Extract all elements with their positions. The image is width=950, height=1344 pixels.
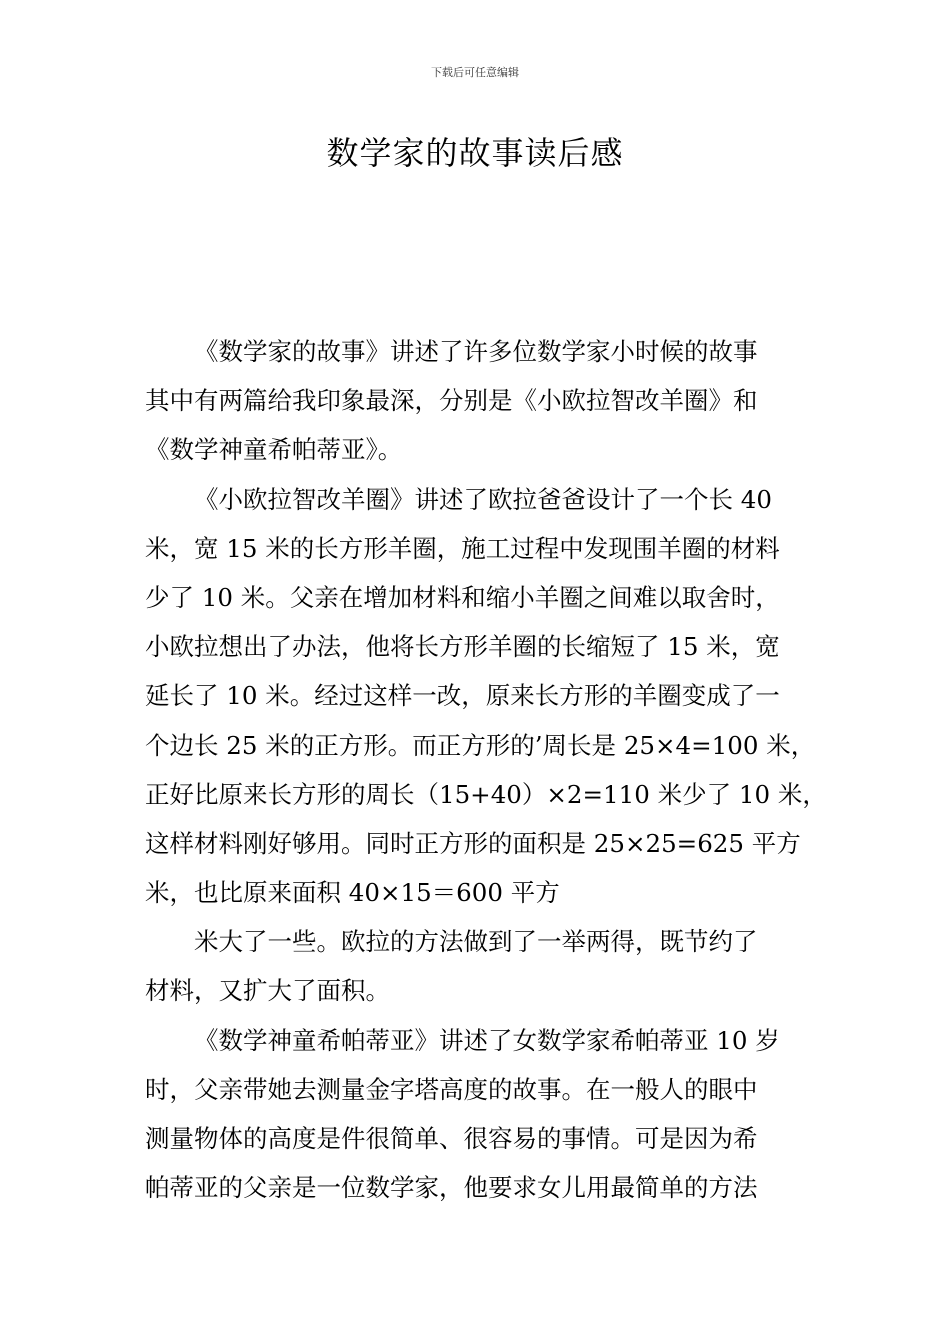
text-line: 少了 10 米。父亲在增加材料和缩小羊圈之间难以取舍时， (145, 582, 780, 612)
text-line: 个边长 25 米的正方形。而正方形的’周长是 25×4=100 米， (145, 730, 816, 760)
text-line: 米大了一些。欧拉的方法做到了一举两得，既节约了 (194, 927, 758, 957)
text-line: 时，父亲带她去测量金字塔高度的故事。在一般人的眼中 (145, 1074, 758, 1104)
text-line: 《小欧拉智改羊圈》讲述了欧拉爸爸设计了一个长 40 (194, 484, 772, 514)
text-line: 延长了 10 米。经过这样一改，原来长方形的羊圈变成了一 (145, 681, 780, 711)
text-line: 其中有两篇给我印象最深，分别是《小欧拉智改羊圈》和 (145, 386, 758, 416)
download-note: 下载后可任意编辑 (431, 66, 519, 79)
text-line: 米，宽 15 米的长方形羊圈，施工过程中发现围羊圈的材料 (145, 533, 780, 563)
text-line: 《数学神童希帕蒂亚》讲述了女数学家希帕蒂亚 10 岁 (194, 1025, 780, 1055)
document-title: 数学家的故事读后感 (326, 134, 624, 172)
text-line: 这样材料刚好够用。同时正方形的面积是 25×25=625 平方 (145, 828, 801, 858)
text-line: 米，也比原来面积 40×15＝600 平方 (145, 878, 560, 908)
document-body (145, 327, 835, 1212)
text-line: 正好比原来长方形的周长（15+40）×2=110 米少了 10 米， (145, 779, 827, 809)
text-line: 材料，又扩大了面积。 (145, 976, 390, 1006)
text-line: 小欧拉想出了办法，他将长方形羊圈的长缩短了 15 米，宽 (145, 632, 780, 662)
text-line: 《数学家的故事》讲述了许多位数学家小时候的故事 (194, 337, 758, 366)
text-line: 测量物体的高度是件很简单、很容易的事情。可是因为希 (145, 1124, 758, 1153)
text-line: 帕蒂亚的父亲是一位数学家，他要求女儿用最简单的方法 (145, 1173, 758, 1203)
text-line: 《数学神童希帕蒂亚》。 (145, 435, 403, 465)
